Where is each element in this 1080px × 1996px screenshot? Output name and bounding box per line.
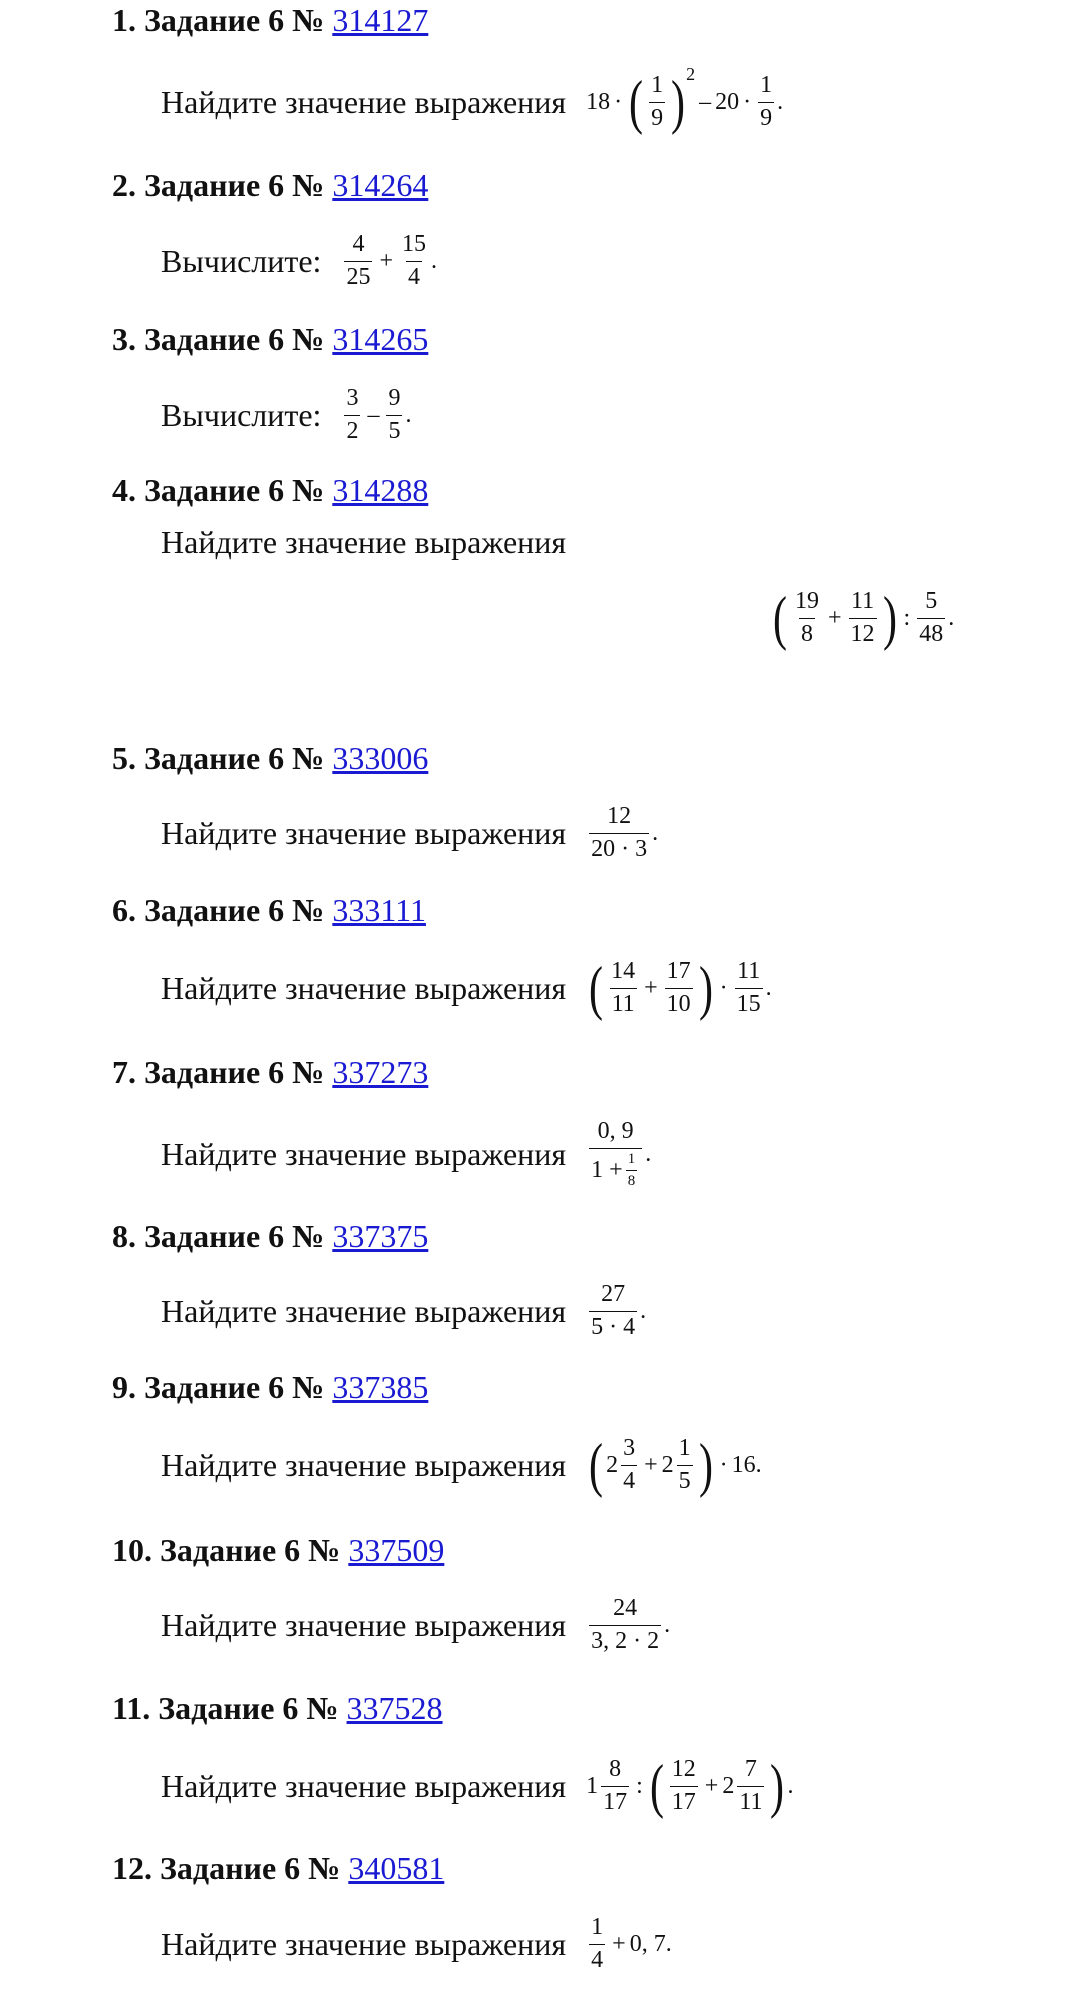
expression	[770, 585, 955, 652]
math-end: .	[645, 1141, 652, 1168]
numerator: 1	[678, 1435, 691, 1461]
math-end: .	[765, 975, 772, 1002]
task-text: Найдите значение выражения	[161, 1447, 567, 1484]
denominator	[589, 1148, 642, 1191]
expression	[586, 1595, 670, 1655]
task-header	[112, 1848, 444, 1888]
task-number: 6. Задание 6 №	[112, 892, 325, 928]
math-term: 0, 7	[629, 1931, 666, 1958]
denominator-int: 1 +	[591, 1156, 623, 1183]
paren-right: )	[671, 69, 686, 136]
task-text: Найдите значение выражения	[161, 1768, 567, 1805]
task-body	[161, 64, 784, 136]
math-op: ·	[719, 1452, 728, 1479]
mixed-number	[606, 1435, 640, 1495]
paren-right: )	[882, 585, 897, 652]
denominator: 8	[626, 1170, 638, 1190]
numerator: 1	[627, 1150, 636, 1167]
expression	[586, 803, 658, 863]
math-op: –	[699, 89, 712, 116]
mixed-number	[586, 1756, 632, 1816]
fraction	[400, 231, 428, 291]
whole: 2	[722, 1773, 735, 1800]
math-op: +	[644, 975, 658, 1002]
paren-right: )	[698, 1432, 713, 1499]
task-body	[161, 803, 658, 863]
denominator: 2	[344, 415, 360, 446]
math-end: .	[755, 1452, 762, 1479]
task-text: Найдите значение выражения	[161, 84, 567, 121]
task-header	[112, 0, 428, 40]
task-number: 9. Задание 6 №	[112, 1369, 325, 1405]
expression	[586, 1281, 646, 1341]
task-header	[112, 1052, 428, 1092]
task-body	[161, 1432, 762, 1499]
math-op: +	[644, 1452, 658, 1479]
numerator: 4	[352, 231, 365, 257]
fraction	[649, 72, 665, 132]
math-op: ·	[743, 89, 752, 116]
task-id-link[interactable]: 337273	[332, 1054, 429, 1090]
denominator: 9	[649, 102, 665, 133]
math-op: +	[379, 248, 393, 275]
math-term: 20	[715, 89, 740, 116]
expression	[586, 1753, 794, 1820]
task-number: 8. Задание 6 №	[112, 1218, 325, 1254]
whole: 2	[661, 1452, 674, 1479]
task-body	[161, 1281, 646, 1341]
paren-right: )	[770, 1753, 785, 1820]
task-text: Найдите значение выражения	[161, 1293, 567, 1330]
task-number: 3. Задание 6 №	[112, 321, 325, 357]
numerator: 17	[666, 958, 691, 984]
task-body	[161, 1914, 672, 1974]
fraction	[626, 1151, 638, 1191]
denominator: 12	[849, 618, 877, 649]
math-end: .	[652, 820, 659, 847]
paren-right: )	[698, 955, 713, 1022]
math-term: 18	[586, 89, 611, 116]
paren-left: (	[589, 955, 604, 1022]
task-id-link[interactable]: 337385	[332, 1369, 429, 1405]
numerator: 3	[623, 1435, 636, 1461]
task-id-link[interactable]: 314288	[332, 472, 429, 508]
task-header	[112, 1216, 428, 1256]
math-end: .	[664, 1612, 671, 1639]
denominator: 10	[665, 988, 693, 1019]
task-body	[161, 231, 437, 291]
denominator: 4	[621, 1465, 637, 1496]
math-end: .	[430, 248, 437, 275]
math-end: .	[777, 89, 784, 116]
fraction	[793, 588, 821, 648]
numerator: 27	[601, 1281, 626, 1307]
denominator: 9	[758, 102, 774, 133]
mixed-number	[722, 1756, 767, 1816]
denominator: 11	[610, 988, 637, 1019]
math-end: .	[665, 1931, 672, 1958]
numerator: 11	[737, 958, 761, 984]
numerator: 1	[591, 1914, 604, 1940]
whole: 2	[606, 1452, 619, 1479]
denominator: 5	[386, 415, 402, 446]
task-body	[161, 385, 411, 445]
fraction	[609, 958, 637, 1018]
denominator: 5 · 4	[589, 1311, 637, 1342]
task-body	[161, 955, 772, 1022]
expression	[341, 231, 437, 291]
numerator: 9	[388, 385, 401, 411]
math-op: :	[903, 605, 911, 632]
numerator: 3	[346, 385, 359, 411]
mixed-number	[662, 1435, 696, 1495]
denominator: 20 · 3	[589, 833, 649, 864]
task-text: Найдите значение выражения	[161, 970, 567, 1007]
paren-left: (	[589, 1432, 604, 1499]
task-header	[112, 319, 428, 359]
task-text: Найдите значение выражения	[161, 1607, 567, 1644]
denominator: 4	[406, 261, 422, 292]
expression	[586, 1914, 672, 1974]
fraction	[670, 1756, 698, 1816]
task-number: 5. Задание 6 №	[112, 740, 325, 776]
denominator: 11	[737, 1786, 764, 1817]
task-number: 2. Задание 6 №	[112, 167, 325, 203]
task-id-link[interactable]: 337528	[346, 1690, 443, 1726]
fraction	[601, 1756, 629, 1816]
fraction	[621, 1435, 637, 1495]
denominator: 17	[670, 1786, 698, 1817]
task-body	[161, 1753, 794, 1820]
denominator: 3, 2 · 2	[589, 1625, 661, 1656]
denominator: 8	[799, 618, 815, 649]
exponent: 2	[686, 64, 696, 85]
numerator: 12	[607, 803, 632, 829]
math-op: +	[827, 605, 842, 632]
denominator: 15	[735, 988, 763, 1019]
fraction	[758, 72, 774, 132]
math-op: –	[367, 402, 380, 429]
numerator: 19	[794, 588, 819, 614]
math-end: .	[787, 1773, 794, 1800]
fraction	[589, 1281, 637, 1341]
task-header	[112, 165, 428, 205]
task-number: 11. Задание 6 №	[112, 1690, 339, 1726]
numerator: 7	[744, 1756, 757, 1782]
task-text: Найдите значение выражения	[161, 1926, 567, 1963]
math-op: ·	[614, 89, 623, 116]
math-op: +	[704, 1773, 719, 1800]
task-body	[161, 1118, 651, 1190]
fraction	[737, 1756, 764, 1816]
numerator: 5	[925, 588, 938, 614]
fraction	[386, 385, 402, 445]
fraction	[344, 231, 372, 291]
math-op: +	[612, 1931, 626, 1958]
task-text: Найдите значение выражения	[161, 524, 567, 560]
math-op: ·	[719, 975, 728, 1002]
paren-left: (	[629, 69, 644, 136]
math-end: .	[640, 1298, 647, 1325]
fraction	[677, 1435, 693, 1495]
denominator: 5	[677, 1465, 693, 1496]
numerator: 12	[671, 1756, 696, 1782]
numerator: 11	[850, 588, 875, 614]
fraction	[589, 1118, 642, 1190]
numerator: 15	[401, 231, 426, 257]
task-number: 10. Задание 6 №	[112, 1532, 341, 1568]
fraction	[589, 803, 649, 863]
fraction	[917, 588, 945, 648]
math-end: .	[948, 605, 955, 632]
paren-left: (	[649, 1753, 664, 1820]
task-number: 1. Задание 6 №	[112, 2, 325, 38]
fraction	[589, 1914, 605, 1974]
task-header	[112, 470, 428, 510]
task-number: 12. Задание 6 №	[112, 1850, 341, 1886]
denominator: 17	[601, 1786, 629, 1817]
task-body	[161, 1595, 670, 1655]
task-body	[161, 522, 566, 562]
denominator: 48	[917, 618, 945, 649]
numerator: 1	[760, 72, 773, 98]
expression	[586, 64, 784, 136]
task-id-link[interactable]: 333006	[332, 740, 429, 776]
expression	[586, 955, 772, 1022]
task-header	[112, 738, 428, 778]
task-id-link[interactable]: 314265	[332, 321, 429, 357]
fraction	[344, 385, 360, 445]
task-number: 4. Задание 6 №	[112, 472, 325, 508]
math-end: .	[405, 402, 412, 429]
task-text: Найдите значение выражения	[161, 1136, 567, 1173]
fraction	[849, 588, 877, 648]
task-number: 7. Задание 6 №	[112, 1054, 325, 1090]
numerator: 14	[611, 958, 636, 984]
task-header	[112, 1530, 444, 1570]
task-id-link[interactable]: 340581	[348, 1850, 445, 1886]
numerator: 1	[651, 72, 664, 98]
task-id-link[interactable]: 337375	[332, 1218, 429, 1254]
expression	[586, 1118, 651, 1190]
expression	[341, 385, 411, 445]
task-header	[112, 1367, 428, 1407]
task-header	[112, 890, 426, 930]
math-op: :	[636, 1773, 643, 1800]
task-id-link[interactable]: 333111	[332, 892, 426, 928]
fraction	[589, 1595, 661, 1655]
numerator: 24	[613, 1595, 638, 1621]
fraction	[735, 958, 763, 1018]
task-text: Вычислите:	[161, 397, 322, 434]
denominator: 4	[589, 1944, 605, 1975]
whole: 1	[586, 1773, 599, 1800]
task-expression-display	[770, 585, 955, 652]
task-text: Найдите значение выражения	[161, 815, 567, 852]
numerator: 0, 9	[597, 1118, 634, 1144]
fraction	[665, 958, 693, 1018]
denominator: 25	[344, 261, 372, 292]
math-term: 16	[731, 1452, 756, 1479]
task-text: Вычислите:	[161, 243, 322, 280]
paren-left: (	[772, 585, 787, 652]
task-header	[112, 1688, 443, 1728]
task-id-link[interactable]: 337509	[348, 1532, 445, 1568]
task-id-link[interactable]: 314264	[332, 167, 429, 203]
expression	[586, 1432, 762, 1499]
numerator: 8	[609, 1756, 622, 1782]
task-id-link[interactable]: 314127	[332, 2, 429, 38]
